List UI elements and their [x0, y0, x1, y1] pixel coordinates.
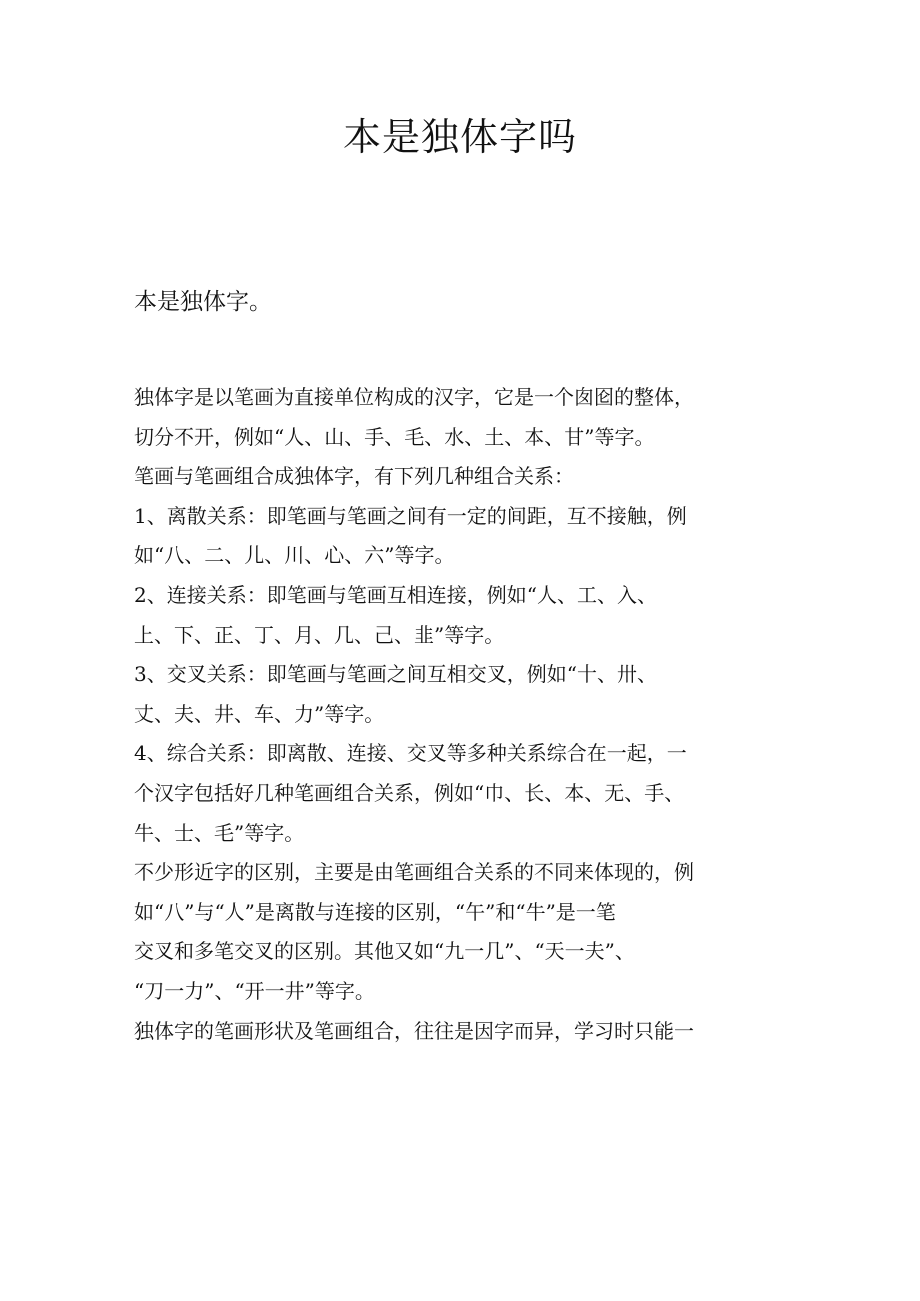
lead-sentence: 本是独体字。	[134, 289, 272, 315]
body-line: 个汉字包括好几种笔画组合关系，例如“巾、长、本、无、手、	[134, 780, 685, 805]
body-line: 交叉和多笔交叉的区别。其他又如“九一几”、“天一夫”、	[134, 939, 635, 964]
body-line: 如“八、二、儿、川、心、六”等字。	[134, 543, 455, 568]
document-title: 本是独体字吗	[342, 115, 577, 159]
body-line: 牛、士、毛”等字。	[134, 820, 305, 845]
body-line: 不少形近字的区别，主要是由笔画组合关系的不同来体现的，例	[134, 860, 694, 885]
body-line: 独体字是以笔画为直接单位构成的汉字，它是一个囱囵的整体，	[134, 385, 694, 409]
body-line: 独体字的笔画形状及笔画组合，往往是因字而异，学习时只能一	[134, 1018, 694, 1043]
body-line: 4、综合关系：即离散、连接、交叉等多种关系综合在一起，一	[134, 741, 687, 766]
body-line: 3、交叉关系：即笔画与笔画之间互相交叉，例如“十、卅、	[134, 662, 657, 687]
body-line: 1、离散关系：即笔画与笔画之间有一定的间距，互不接触，例	[134, 503, 687, 528]
body-line: 丈、夫、井、车、力”等字。	[134, 701, 385, 726]
body-line: 切分不开，例如“人、山、手、毛、水、土、本、甘”等字。	[134, 424, 655, 449]
body-line: 上、下、正、丁、月、几、己、韭”等字。	[134, 622, 505, 647]
body-line: “刀一力”、“开一井”等字。	[134, 978, 375, 1003]
body-line: 笔画与笔画组合成独体字，有下列几种组合关系：	[134, 464, 574, 489]
body-line: 如“八”与“人”是离散与连接的区别，“午”和“牛”是一笔	[134, 899, 616, 924]
body-text	[134, 378, 814, 1051]
body-line: 2、连接关系：即笔画与笔画互相连接，例如“人、工、入、	[134, 582, 657, 607]
